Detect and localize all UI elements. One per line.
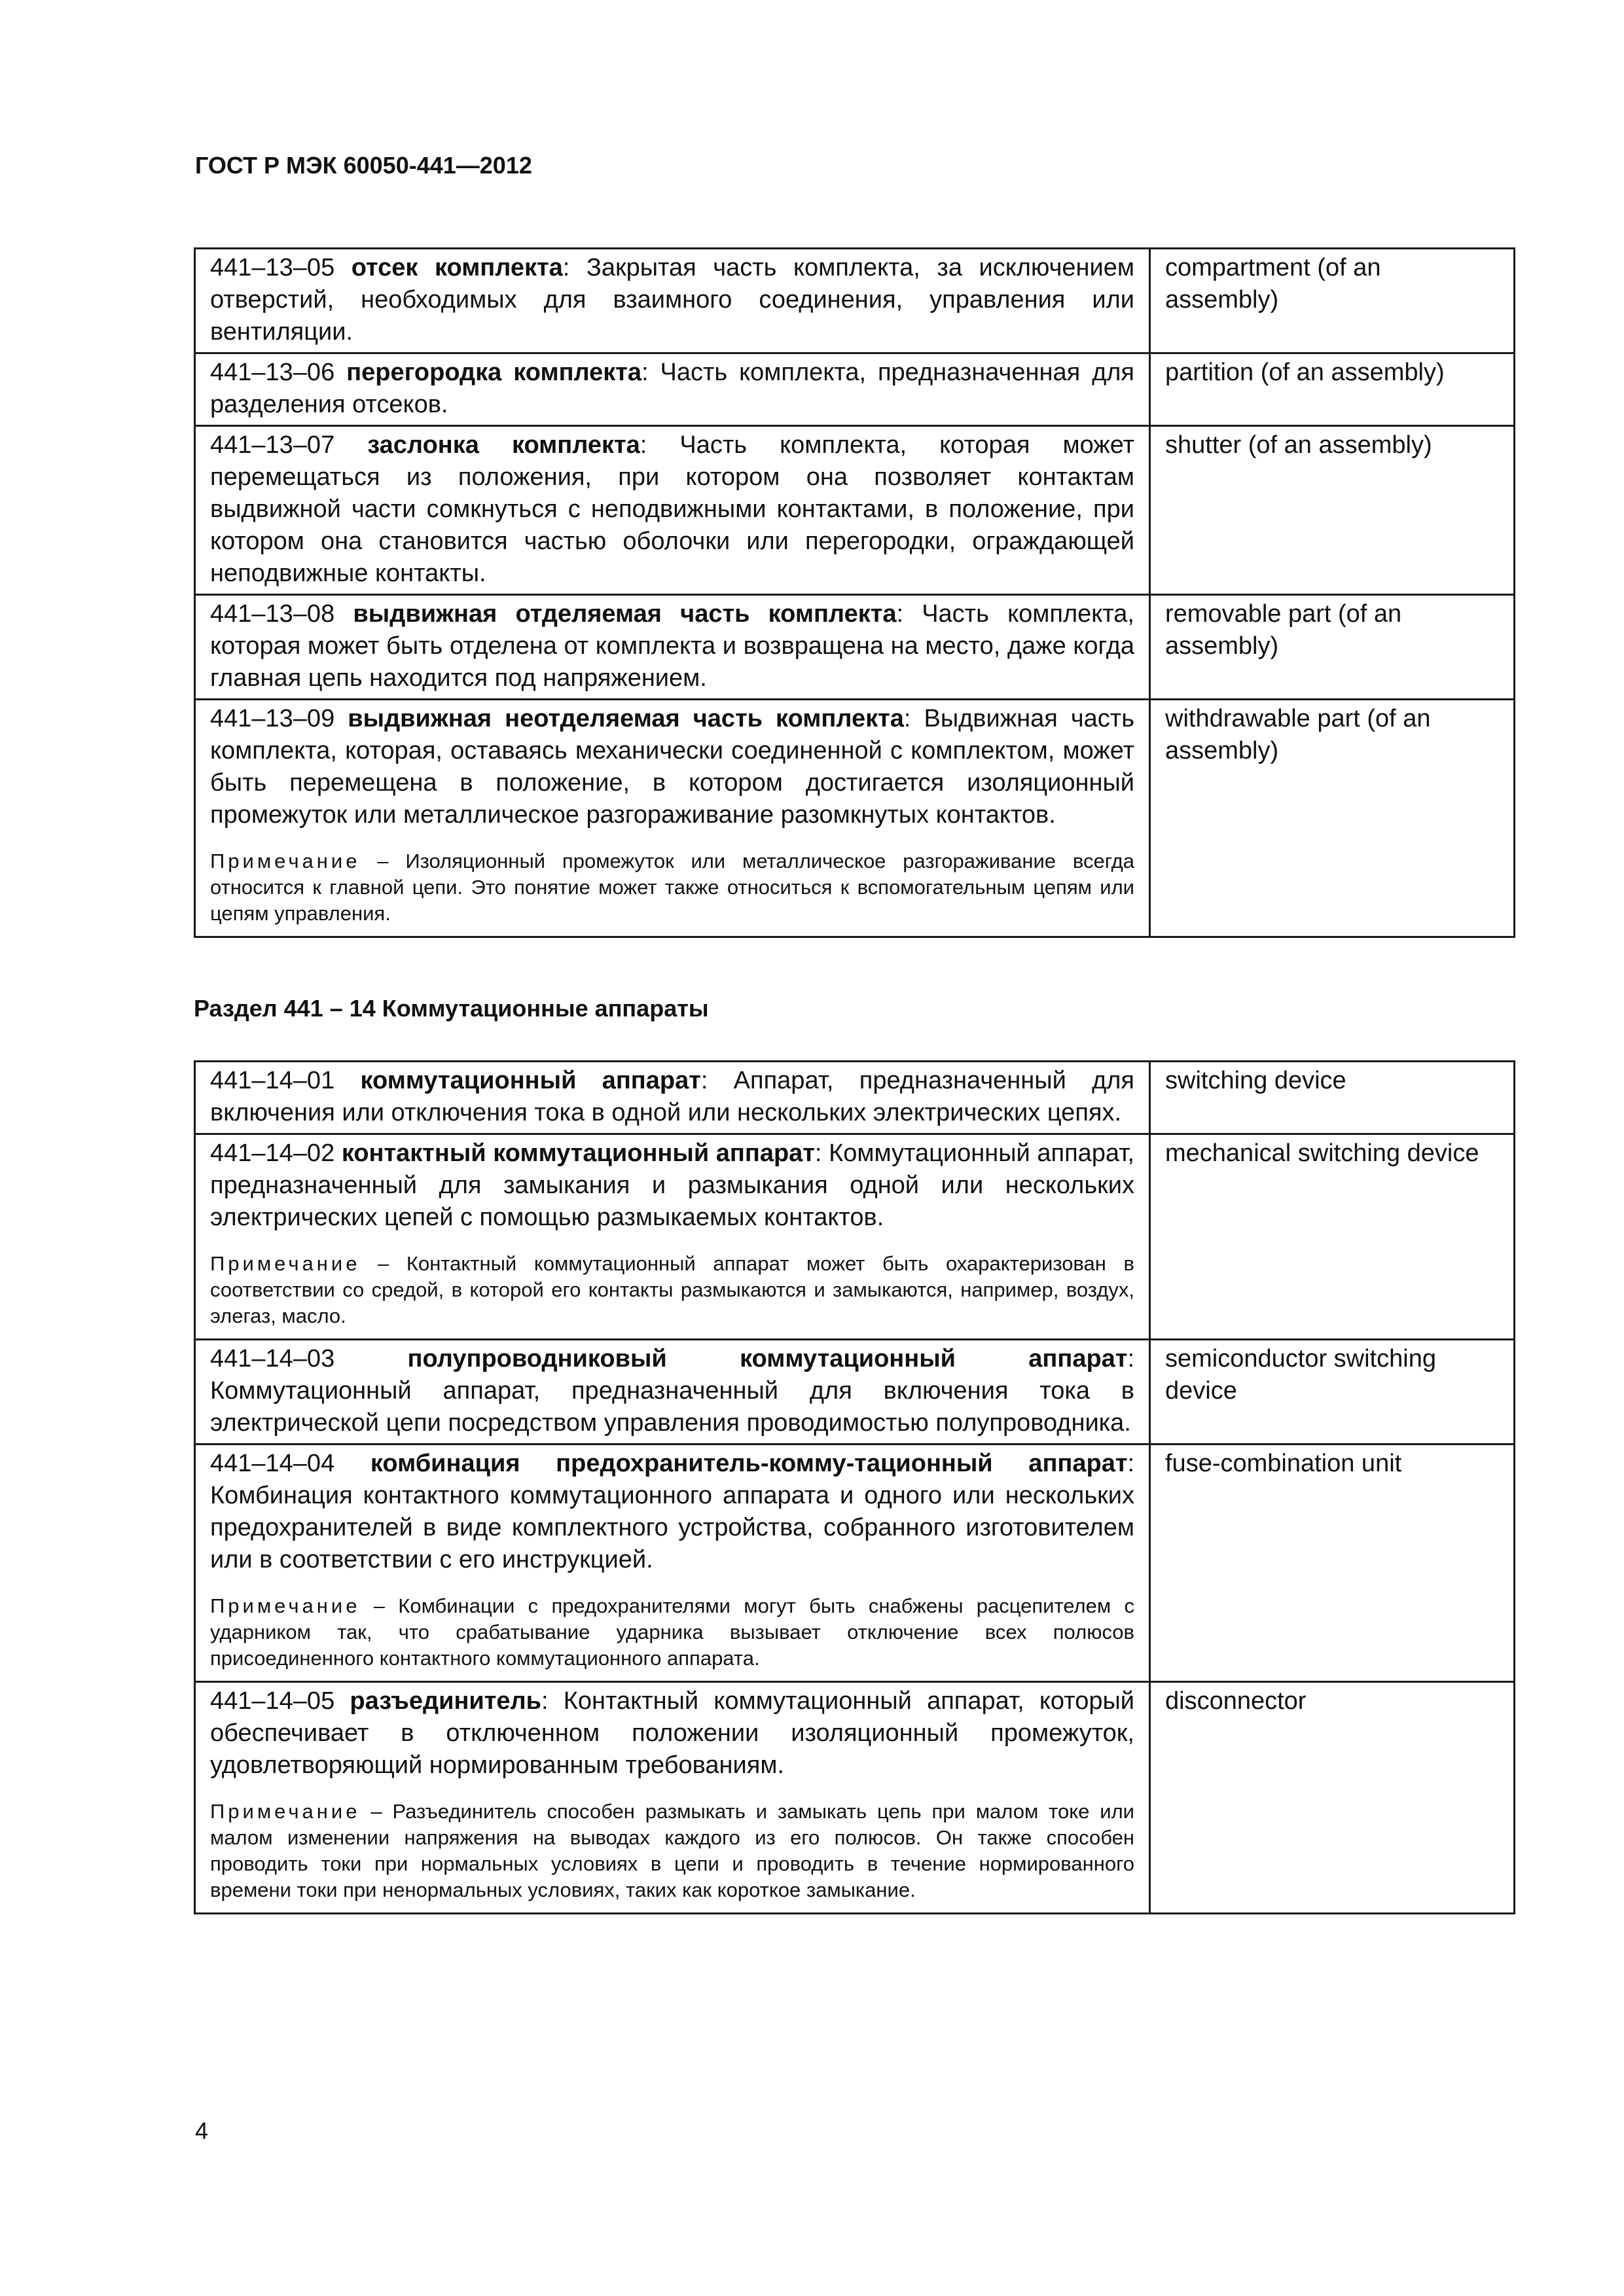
term-definition: : Часть комплекта, которая может быть отделена от комплекта и возвращена на место, даже когда главная цепь находится под напряжением. [210, 600, 1134, 692]
term-definition: : Комбинация контактного коммутационного аппарата и одного или нескольких предохранителей в виде комплектного устройства, собранного изготовителем или в соответствии с его инструкцией. [210, 1450, 1135, 1573]
term-row [195, 1444, 1515, 1682]
english-term: shutter (of an assembly) [1150, 426, 1515, 595]
english-term: fuse-combination unit [1150, 1444, 1515, 1682]
term-entry [210, 357, 1134, 421]
term-name: комбинация предохранитель-комму-тационный аппарат [370, 1450, 1128, 1477]
term-definition-cell [195, 1682, 1150, 1914]
term-name: коммутационный аппарат [360, 1067, 701, 1094]
english-term: switching device [1150, 1062, 1515, 1134]
term-code: 441–13–05 [210, 254, 335, 281]
term-definition-cell [195, 249, 1150, 353]
term-row [195, 595, 1515, 700]
document-header: ГОСТ Р МЭК 60050-441—2012 [195, 152, 532, 179]
term-definition: : Выдвижная часть комплекта, которая, оставаясь механически соединенной с комплектом, может быть перемещена в положение, в котором достигается изоляционный промежуток или металлическое разгораживание разомкнутых контактов. [210, 705, 1134, 829]
note-label: Примечание [210, 850, 361, 872]
section-title: Раздел 441 – 14 Коммутационные аппараты [194, 995, 709, 1022]
term-code: 441–13–08 [210, 600, 335, 628]
term-definition-cell [195, 1340, 1150, 1444]
term-name: перегородка комплекта [346, 359, 642, 386]
term-row [195, 700, 1515, 937]
term-note [210, 1251, 1134, 1329]
term-definition-cell [195, 1062, 1150, 1134]
english-term: mechanical switching device [1150, 1134, 1515, 1340]
terms-table-section-13 [194, 247, 1515, 938]
term-definition-cell [195, 353, 1150, 426]
term-definition-cell [195, 426, 1150, 595]
term-definition-cell [195, 1134, 1150, 1340]
term-name: разъединитель [350, 1687, 542, 1715]
term-row [195, 426, 1515, 595]
term-name: заслонка комплекта [367, 431, 640, 459]
term-row [195, 1340, 1515, 1444]
term-definition-cell [195, 1444, 1150, 1682]
term-code: 441–14–01 [210, 1067, 335, 1094]
note-text: – Разъединитель способен размыкать и замыкать цепь при малом токе или малом изменении напряжения на выводах каждого из его полюсов. Он также способен проводить токи при нормальных условиях в цепи и проводить в течение нормированного времени токи при ненормальных условиях, таких как короткое замыкание. [210, 1800, 1134, 1901]
page-number: 4 [195, 2117, 209, 2144]
term-definition-cell [195, 595, 1150, 700]
term-note [210, 848, 1134, 927]
term-definition: : Аппарат, предназначенный для включения или отключения тока в одной или нескольких электрических цепях. [210, 1067, 1134, 1126]
english-term: removable part (of an assembly) [1150, 595, 1515, 700]
english-term: semiconductor switching device [1150, 1340, 1515, 1444]
term-definition: : Контактный коммутационный аппарат, который обеспечивает в отключенном положении изоляционный промежуток, удовлетворяющий нормированным требованиям. [210, 1687, 1135, 1779]
term-definition: : Закрытая часть комплекта, за исключением отверстий, необходимых для взаимного соединения, управления или вентиляции. [210, 254, 1135, 346]
term-definition: : Коммутационный аппарат, предназначенный для замыкания и размыкания одной или нескольких электрических цепей с помощью размыкаемых контактов. [210, 1139, 1134, 1231]
term-row [195, 1062, 1515, 1134]
term-name: полупроводниковый коммутационный аппарат [407, 1345, 1128, 1372]
english-term: partition (of an assembly) [1150, 353, 1515, 426]
note-text: – Контактный коммутационный аппарат может быть охарактеризован в соответствии со средой, в которой его контакты размыкаются и замыкаются, например, воздух, элегаз, масло. [210, 1252, 1134, 1327]
terms-table-section-14 [194, 1060, 1515, 1914]
term-name: контактный коммутационный аппарат [341, 1139, 815, 1167]
term-entry [210, 252, 1134, 348]
note-text: – Комбинации с предохранителями могут быть снабжены расцепителем с ударником так, что срабатывание ударника вызывает отключение всех полюсов присоединенного контактного коммутационного аппарата. [210, 1594, 1134, 1670]
note-label: Примечание [210, 1594, 361, 1617]
term-name: отсек комплекта [351, 254, 563, 281]
term-definition-cell [195, 700, 1150, 937]
note-text: – Изоляционный промежуток или металлическое разгораживание всегда относится к главной цепи. Это понятие может также относиться к вспомогательным цепям или цепям управления. [210, 850, 1134, 925]
english-term: disconnector [1150, 1682, 1515, 1914]
term-code: 441–14–02 [210, 1139, 335, 1167]
term-code: 441–14–03 [210, 1345, 335, 1372]
term-entry [210, 429, 1134, 590]
term-code: 441–14–05 [210, 1687, 335, 1715]
term-entry [210, 1448, 1134, 1576]
note-label: Примечание [210, 1800, 361, 1823]
term-code: 441–14–04 [210, 1450, 335, 1477]
term-name: выдвижная неотделяемая часть комплекта [348, 705, 904, 732]
term-entry [210, 1065, 1134, 1129]
term-entry [210, 1343, 1134, 1439]
term-code: 441–13–09 [210, 705, 335, 732]
term-row [195, 353, 1515, 426]
term-note [210, 1593, 1134, 1672]
english-term: withdrawable part (of an assembly) [1150, 700, 1515, 937]
term-definition: : Часть комплекта, которая может перемещаться из положения, при котором она позволяет контактам выдвижной части сомкнуться с неподвижными контактами, в положение, при котором она становится частью оболочки или перегородки, ограждающей неподвижные контакты. [210, 431, 1134, 587]
term-row [195, 249, 1515, 353]
term-definition: : Часть комплекта, предназначенная для разделения отсеков. [210, 359, 1134, 418]
term-code: 441–13–07 [210, 431, 335, 459]
term-note [210, 1799, 1134, 1903]
term-entry [210, 1685, 1134, 1782]
term-code: 441–13–06 [210, 359, 335, 386]
term-definition: : Коммутационный аппарат, предназначенный для включения тока в электрической цепи посредством управления проводимостью полупроводника. [210, 1345, 1134, 1437]
term-entry [210, 598, 1134, 694]
term-row [195, 1134, 1515, 1340]
term-entry [210, 703, 1134, 831]
note-label: Примечание [210, 1252, 361, 1275]
english-term: compartment (of an assembly) [1150, 249, 1515, 353]
term-entry [210, 1138, 1134, 1234]
term-name: выдвижная отделяемая часть комплекта [353, 600, 897, 628]
term-row [195, 1682, 1515, 1914]
